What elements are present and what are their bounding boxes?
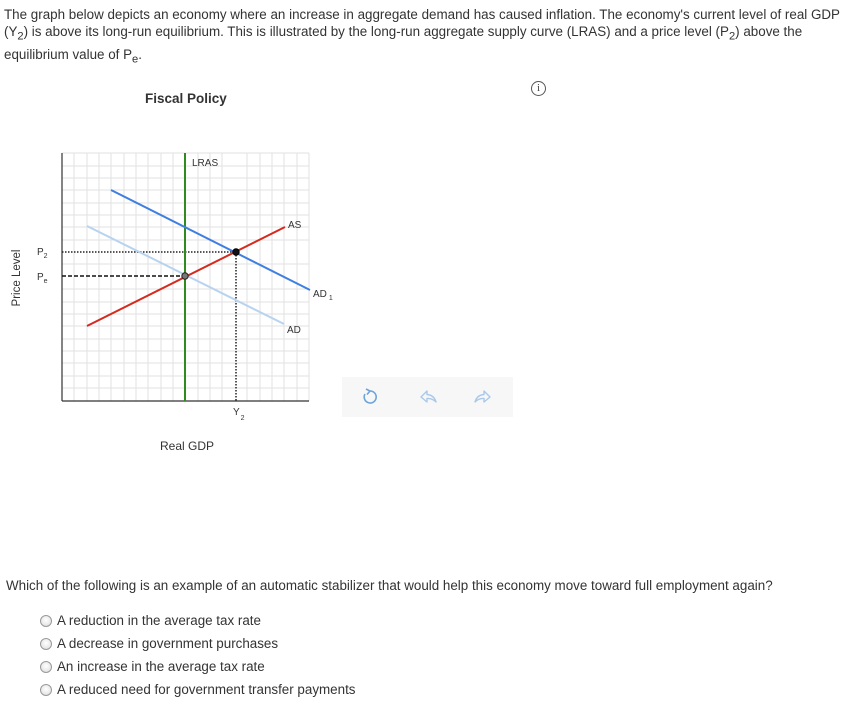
ad-label: AD bbox=[287, 325, 301, 336]
lras-label: LRAS bbox=[192, 158, 219, 169]
y-axis-label: Price Level bbox=[11, 249, 23, 307]
current-point-p2[interactable] bbox=[233, 249, 239, 255]
radio-button[interactable] bbox=[40, 615, 52, 627]
redo-icon[interactable] bbox=[472, 387, 494, 407]
option-label: A reduction in the average tax rate bbox=[57, 613, 261, 628]
intro-sub-2: 2 bbox=[728, 30, 736, 43]
x-axis-label: Real GDP bbox=[160, 439, 215, 453]
option-label: An increase in the average tax rate bbox=[57, 659, 265, 674]
option-4[interactable] bbox=[40, 678, 355, 701]
answer-options bbox=[40, 609, 355, 701]
undo-icon[interactable] bbox=[417, 387, 439, 407]
graph-tool-panel bbox=[342, 377, 513, 417]
pe-label: $P_e$ bbox=[37, 272, 48, 285]
intro-text-2: ) is above its long-run equilibrium. This is illustrated by the long-run aggregate supply curve (LRAS) and a price level (P bbox=[23, 24, 729, 39]
intro-sub-1: 2 bbox=[17, 30, 24, 43]
y2-label: $Y_2$ bbox=[233, 407, 245, 422]
reset-icon[interactable] bbox=[360, 387, 382, 407]
intro-sub-3: e bbox=[132, 53, 139, 66]
ad1-label: AD $_1$ bbox=[313, 289, 333, 302]
equilibrium-point-pe[interactable] bbox=[182, 273, 188, 279]
graph-title: Fiscal Policy bbox=[145, 91, 227, 106]
option-1[interactable] bbox=[40, 609, 355, 632]
info-icon[interactable]: i bbox=[531, 81, 546, 96]
option-label: A decrease in government purchases bbox=[57, 636, 279, 651]
p2-label: $P_2$ bbox=[37, 247, 48, 260]
option-2[interactable] bbox=[40, 632, 355, 655]
radio-button[interactable] bbox=[40, 684, 52, 696]
intro-text-3: ) above the equilibrium value of P bbox=[4, 24, 803, 62]
intro-text-1: The graph below depicts an economy where an increase in aggregate demand has caused inflation. The economy's current level of real GDP (Y bbox=[4, 7, 840, 39]
option-3[interactable] bbox=[40, 655, 355, 678]
radio-button[interactable] bbox=[40, 661, 52, 673]
question-text: Which of the following is an example of an automatic stabilizer that would help this economy move toward full employment again? bbox=[6, 578, 773, 593]
intro-text-4: . bbox=[138, 46, 142, 62]
option-label: A reduced need for government transfer payments bbox=[57, 682, 356, 697]
radio-button[interactable] bbox=[40, 638, 52, 650]
as-label: AS bbox=[288, 220, 302, 231]
